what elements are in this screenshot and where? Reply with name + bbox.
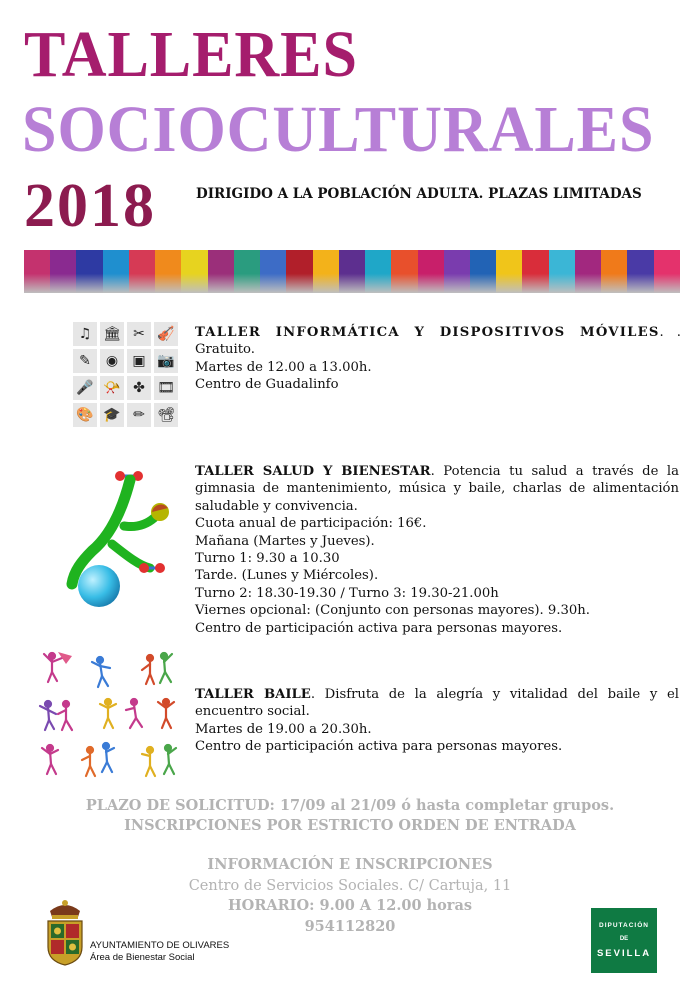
stripe-segment <box>654 250 680 293</box>
olivares-coat-of-arms-icon <box>44 895 86 967</box>
paint-icon: 🎨 <box>73 403 97 427</box>
diputacion-arc-text: DIPUTACIÓN <box>599 922 649 929</box>
stripe-segment <box>601 250 627 293</box>
stripe-segment <box>260 250 286 293</box>
taller-salud-block <box>195 463 679 637</box>
stripe-segment <box>234 250 260 293</box>
taller-informatica-location: Centro de Guadalinfo <box>195 377 339 393</box>
scissors-icon: ✂ <box>127 322 151 346</box>
telefono-text: 954112820 <box>304 917 396 935</box>
ayuntamiento-name: AYUNTAMIENTO DE OLIVARES <box>90 940 230 951</box>
diputacion-name-text: SEVILLA <box>596 948 652 959</box>
taller-salud-line: Mañana (Martes y Jueves). <box>195 533 375 549</box>
inscripciones-orden-text: INSCRIPCIONES POR ESTRICTO ORDEN DE ENTRADA <box>124 817 576 834</box>
stripe-segment <box>103 250 129 293</box>
stripe-segment <box>208 250 234 293</box>
stripe-segment <box>155 250 181 293</box>
stripe-segment <box>286 250 312 293</box>
stripe-segment <box>181 250 207 293</box>
subtitle: DIRIGIDO A LA POBLACIÓN ADULTA. PLAZAS LIMITADAS <box>196 186 642 202</box>
stripe-segment <box>470 250 496 293</box>
stripe-segment <box>522 250 548 293</box>
taller-baile-title: TALLER BAILE <box>195 687 311 702</box>
taller-salud-line: Viernes opcional: (Conjunto con personas mayores). 9.30h. <box>195 603 590 619</box>
taller-salud-line: Turno 1: 9.30 a 10.30 <box>195 551 340 567</box>
trumpet-icon: 📯 <box>100 376 124 400</box>
taller-baile-schedule: Martes de 19.00 a 20.30h. <box>195 721 372 737</box>
application-period <box>0 796 700 836</box>
stripe-segment <box>76 250 102 293</box>
ayuntamiento-area: Área de Bienestar Social <box>90 951 195 963</box>
diputacion-de-text: DE <box>619 936 629 942</box>
plazo-solicitud-text: PLAZO DE SOLICITUD: 17/09 al 21/09 ó hasta completar grupos. <box>85 797 615 814</box>
stripe-segment <box>549 250 575 293</box>
projector-icon: 📽 <box>154 403 178 427</box>
taller-baile-intro: . Disfruta de la alegría y vitalidad del baile y el encuentro social. <box>195 687 679 720</box>
stripe-segment <box>627 250 653 293</box>
taller-informatica-schedule: Martes de 12.00 a 13.00h. <box>195 359 372 375</box>
stripe-segment <box>418 250 444 293</box>
stripe-segment <box>575 250 601 293</box>
color-stripe-banner <box>24 250 680 293</box>
title-socioculturales: SOCIOCULTURALES <box>22 93 655 166</box>
stripe-segment <box>365 250 391 293</box>
taller-baile-block <box>195 686 679 756</box>
diputacion-sevilla-logo <box>591 908 657 973</box>
taller-salud-line: Centro de participación activa para personas mayores. <box>195 620 563 636</box>
taller-informatica-title: TALLER INFORMÁTICA Y DISPOSITIVOS MÓVILES <box>195 325 660 340</box>
info-title: INFORMACIÓN E INSCRIPCIONES <box>207 856 493 873</box>
taller-salud-title: TALLER SALUD Y BIENESTAR <box>195 464 431 479</box>
title-talleres: TALLERES <box>24 18 358 91</box>
violin-icon: 🎻 <box>154 322 178 346</box>
horario-text: HORARIO: 9.00 A 12.00 horas <box>227 897 473 914</box>
stripe-segment <box>391 250 417 293</box>
stripe-segment <box>496 250 522 293</box>
centro-address: Centro de Servicios Sociales. C/ Cartuja, 11 <box>188 877 512 894</box>
film-icon: 🎞 <box>154 376 178 400</box>
pencils-icon: ✏ <box>127 403 151 427</box>
camera-icon: 📷 <box>154 349 178 373</box>
taller-informatica-block <box>195 324 681 394</box>
taller-informatica-price: Gratuito. <box>195 342 255 358</box>
title-year: 2018 <box>24 172 156 240</box>
taller-informatica-title-suffix: . . <box>659 325 682 340</box>
graduation-cap-icon: 🎓 <box>100 403 124 427</box>
music-note-icon: ♫ <box>73 322 97 346</box>
ayuntamiento-label <box>90 940 229 963</box>
palette-icon: ◉ <box>100 349 124 373</box>
brush-icon: ✎ <box>73 349 97 373</box>
stripe-segment <box>24 250 50 293</box>
taller-salud-line: Cuota anual de participación: 16€. <box>195 516 427 532</box>
taller-salud-intro: . Potencia tu salud a través de la gimnasia de mantenimiento, música y baile, charlas de alimentación saludable y convivencia. <box>195 464 679 514</box>
taller-baile-location: Centro de participación activa para personas mayores. <box>195 739 563 755</box>
taller-salud-line: Tarde. (Lunes y Miércoles). <box>195 568 379 584</box>
fan-icon: ✤ <box>127 376 151 400</box>
workshop-icons-grid <box>73 322 179 428</box>
stripe-segment <box>50 250 76 293</box>
dancers-illustration-icon <box>38 650 188 780</box>
stripe-segment <box>313 250 339 293</box>
microphone-icon: 🎤 <box>73 376 97 400</box>
frame-icon: ▣ <box>127 349 151 373</box>
stripe-segment <box>129 250 155 293</box>
museum-icon: 🏛 <box>100 322 124 346</box>
gymnastics-figure-icon <box>52 466 182 616</box>
stripe-segment <box>444 250 470 293</box>
taller-salud-line: Turno 2: 18.30-19.30 / Turno 3: 19.30-21.00h <box>195 585 499 601</box>
stripe-segment <box>339 250 365 293</box>
